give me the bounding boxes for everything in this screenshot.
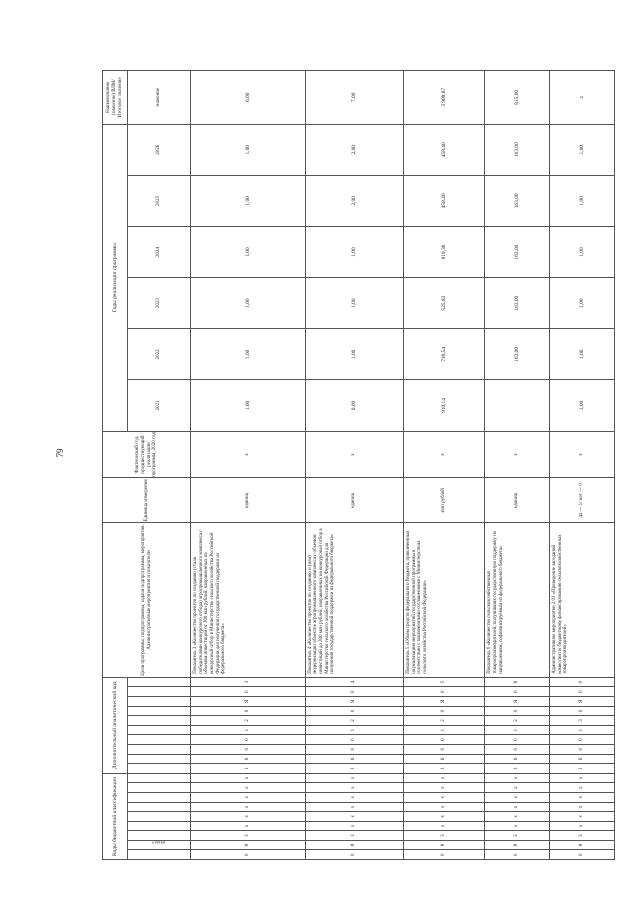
year-header: 2023 (128, 278, 191, 329)
year-value-cell: 1,00 (191, 124, 306, 175)
year-value-cell: 1,00 (550, 380, 615, 431)
budget-code-cell: x (305, 802, 403, 812)
final-value-cell: x (550, 71, 615, 125)
program-code-cell: 6 (191, 754, 306, 764)
indicator-description: Показатель 6 «Количество сельскохозяйственных товаропроизводителей, получивших государственную поддержку по направлениям, софинансируемым из федерального бюджета» (485, 523, 550, 678)
budget-code-cell: x (305, 812, 403, 822)
years-header: Годы реализации программы (103, 124, 128, 431)
unit-cell: единиц (191, 478, 306, 523)
budget-code-cell: 0 (403, 850, 484, 860)
program-code-cell: 0 (550, 677, 615, 687)
program-sub-header (128, 706, 191, 716)
year-value-cell: 1,00 (305, 278, 403, 329)
budget-code-cell: x (485, 821, 550, 831)
indicator-description: Административное мероприятие 2.01 «Проведение заседаний комиссии по бюджетному финансированию сельскохозяйственных товаропроизводителей» (550, 523, 615, 678)
year-header: 2022 (128, 329, 191, 380)
program-sub-header (128, 687, 191, 697)
program-code-cell: Я (485, 697, 550, 707)
budget-sub-header (128, 850, 191, 860)
budget-code-cell: 8 (191, 840, 306, 850)
year-value-cell: 1,00 (305, 226, 403, 277)
year-value-cell: 163,00 (485, 329, 550, 380)
program-code-cell: 1 (305, 764, 403, 774)
budget-code-cell: x (485, 783, 550, 793)
budget-sub-header (128, 783, 191, 793)
program-code-cell: 0 (403, 744, 484, 754)
program-code-cell: 2 (191, 716, 306, 726)
year-value-cell: 1,00 (191, 175, 306, 226)
unit-cell: единиц (485, 478, 550, 523)
year-value-cell: 163,00 (485, 175, 550, 226)
budget-code-cell: x (191, 802, 306, 812)
program-sub-header (128, 716, 191, 726)
budget-sub-header: раздел (128, 840, 191, 850)
indicator-description: Показатель 4 «Количество проектов по созданию и (или) модернизации объектов агропромышленного комплекса с объемом инвестиций до 300 млн рублей, направленных на конкурсный отбор в Министерство сельского хозяйства Российской Федерации для получения государственной поддержки из федерального бюджета» (305, 523, 403, 678)
program-code-cell: 0 (305, 687, 403, 697)
base-year-cell: x (403, 431, 484, 478)
budget-code-cell: 0 (305, 850, 403, 860)
program-code-cell: 0 (305, 735, 403, 745)
budget-code-cell: x (191, 812, 306, 822)
program-code-cell: 3 (550, 716, 615, 726)
program-code-cell: 0 (305, 744, 403, 754)
year-value-cell: 525,83 (403, 278, 484, 329)
year-value-cell: 910,14 (403, 380, 484, 431)
program-code-cell: 6 (485, 677, 550, 687)
base-year-header: Фактический год, предшествующий реализации программы, 2020 год (103, 431, 191, 478)
budget-code-cell: x (305, 821, 403, 831)
year-value-cell: 1,00 (550, 329, 615, 380)
program-code-cell: 0 (191, 744, 306, 754)
budget-code-cell: 3 (550, 831, 615, 841)
program-code-cell: 0 (191, 735, 306, 745)
budget-code-cell: 0 (550, 850, 615, 860)
unit-cell: млн рублей (403, 478, 484, 523)
year-value-cell: 0,00 (305, 380, 403, 431)
year-value-cell: 1,00 (191, 329, 306, 380)
program-code-cell: 1 (403, 725, 484, 735)
program-code-cell: 0 (485, 706, 550, 716)
table-row (403, 71, 484, 860)
year-value-cell: 163,00 (485, 124, 550, 175)
final-value-cell: 3 908,87 (403, 71, 484, 125)
program-code-cell: 2 (485, 716, 550, 726)
budget-code-cell: x (403, 792, 484, 802)
budget-code-cell: x (485, 792, 550, 802)
budget-code-cell: x (305, 792, 403, 802)
budget-code-cell: x (191, 792, 306, 802)
program-code-cell: 1 (550, 725, 615, 735)
program-sub-header (128, 735, 191, 745)
budget-code-cell: x (550, 821, 615, 831)
year-header: 2021 (128, 380, 191, 431)
budget-code-cell: x (485, 773, 550, 783)
budget-code-cell: x (550, 802, 615, 812)
year-value-cell: 1,00 (550, 278, 615, 329)
base-year-cell: x (550, 431, 615, 478)
budget-code-cell: 0 (485, 850, 550, 860)
year-value-cell: 1,00 (191, 380, 306, 431)
program-code-cell: 0 (550, 687, 615, 697)
year-value-cell: 2,00 (305, 124, 403, 175)
year-value-cell: 1,00 (550, 175, 615, 226)
budget-code-cell: 8 (305, 840, 403, 850)
program-code-cell: 5 (403, 677, 484, 687)
program-code-cell: 6 (550, 754, 615, 764)
year-value-cell: 1,00 (305, 329, 403, 380)
program-code-cell: 0 (485, 687, 550, 697)
budget-code-cell: 3 (191, 831, 306, 841)
program-sub-header (128, 754, 191, 764)
indicator-description: Показатель 5 «Объем средств федерального бюджета, привлеченных на реализацию мероприятий государственной программы в соответствии с заключенными соглашениями с Министерством сельского хозяйства Российской Федерации» (403, 523, 484, 678)
program-code-cell: 0 (403, 706, 484, 716)
indicator-description: Показатель 3 «Количество проектов по созданию (стали победителями конкурсного отбора) агропромышленного комплекса с объемом инвестиций от 300 млн рублей, направленных на конкурсный отбор в Министерство сельского хозяйства Российской Федерации для получения государственной поддержки из федерального бюджета» (191, 523, 306, 678)
budget-code-cell: x (485, 802, 550, 812)
budget-code-cell: x (403, 773, 484, 783)
program-sub-header (128, 725, 191, 735)
program-codes-header: Дополнительный аналитический код (103, 677, 128, 773)
budget-sub-header (128, 792, 191, 802)
program-code-cell: Я (191, 697, 306, 707)
budget-code-cell: x (403, 812, 484, 822)
year-value-cell: 1,00 (550, 124, 615, 175)
budget-code-cell: 3 (485, 831, 550, 841)
budget-code-cell: x (550, 783, 615, 793)
program-code-cell: 3 (191, 677, 306, 687)
budget-code-cell: x (191, 783, 306, 793)
budget-code-cell: x (191, 821, 306, 831)
final-value-cell: 815,00 (485, 71, 550, 125)
program-code-cell: 2 (305, 716, 403, 726)
program-code-cell: 0 (191, 706, 306, 716)
budget-code-cell: 3 (403, 831, 484, 841)
budget-sub-header (128, 802, 191, 812)
program-code-cell: 1 (550, 764, 615, 774)
year-value-cell: 1,00 (550, 226, 615, 277)
program-code-cell: 1 (403, 764, 484, 774)
final-header: Наименование (значение) ВЛМ/Итоговое значение (103, 71, 128, 125)
base-year-cell: x (191, 431, 306, 478)
base-year-cell: x (305, 431, 403, 478)
program-code-cell: Я (305, 697, 403, 707)
budget-code-cell: x (403, 821, 484, 831)
year-value-cell: 1,00 (191, 226, 306, 277)
program-code-cell: 1 (191, 725, 306, 735)
final-sub-header: значение (128, 71, 191, 125)
program-code-cell: 1 (191, 764, 306, 774)
program-code-cell: 0 (550, 744, 615, 754)
unit-cell: да — 1/ нет — 0 (550, 478, 615, 523)
budget-sub-header (128, 812, 191, 822)
final-value-cell: 6,00 (191, 71, 306, 125)
budget-code-cell: x (550, 792, 615, 802)
program-sub-header (128, 744, 191, 754)
program-code-cell: 0 (550, 735, 615, 745)
program-code-cell: 6 (305, 754, 403, 764)
program-sub-header (128, 697, 191, 707)
program-sub-header (128, 677, 191, 687)
base-year-cell: x (485, 431, 550, 478)
budget-code-cell: x (550, 812, 615, 822)
program-code-cell: 0 (403, 735, 484, 745)
budget-code-cell: 8 (550, 840, 615, 850)
program-code-cell: 1 (485, 725, 550, 735)
budget-code-cell: 8 (403, 840, 484, 850)
goal-header: Цели программы, подпрограммы, задачи подпрограммы, мероприятия. Административные мероприятия и показатели (103, 523, 191, 678)
program-code-cell: 1 (305, 725, 403, 735)
program-code-cell: 0 (485, 744, 550, 754)
year-value-cell (485, 380, 550, 431)
budget-sub-header (128, 821, 191, 831)
budget-sub-header (128, 831, 191, 841)
year-value-cell: 163,00 (485, 226, 550, 277)
table-row (550, 71, 615, 860)
budget-code-cell: x (550, 773, 615, 783)
year-value-cell: 458,40 (403, 175, 484, 226)
budget-sub-header (128, 773, 191, 783)
year-value-cell: 819,36 (403, 226, 484, 277)
program-code-cell: 0 (485, 735, 550, 745)
program-indicators-table (102, 70, 615, 860)
budget-codes-header: Коды бюджетной классификации (103, 773, 128, 859)
table-row (305, 71, 403, 860)
budget-code-cell: x (191, 773, 306, 783)
unit-cell: единиц (305, 478, 403, 523)
year-value-cell: 163,00 (485, 278, 550, 329)
program-code-cell: 0 (550, 706, 615, 716)
budget-code-cell: 3 (305, 831, 403, 841)
budget-code-cell: x (305, 783, 403, 793)
table-row (485, 71, 550, 860)
program-code-cell: Я (403, 697, 484, 707)
final-value-cell: 7,00 (305, 71, 403, 125)
page-number: 79 (55, 448, 65, 458)
program-code-cell: 0 (305, 706, 403, 716)
program-code-cell: 0 (191, 687, 306, 697)
year-header: 2026 (128, 124, 191, 175)
budget-code-cell: 8 (485, 840, 550, 850)
table-row (191, 71, 306, 860)
program-code-cell: Я (550, 697, 615, 707)
budget-code-cell: x (305, 773, 403, 783)
year-value-cell: 736,54 (403, 329, 484, 380)
year-header: 2025 (128, 175, 191, 226)
unit-header: Единица измерения (103, 478, 191, 523)
program-sub-header (128, 764, 191, 774)
program-code-cell: 0 (403, 687, 484, 697)
program-code-cell: 6 (485, 754, 550, 764)
year-value-cell: 2,00 (305, 175, 403, 226)
budget-code-cell: x (485, 812, 550, 822)
budget-code-cell: x (403, 802, 484, 812)
year-value-cell: 458,40 (403, 124, 484, 175)
budget-code-cell: 0 (191, 850, 306, 860)
program-code-cell: 4 (305, 677, 403, 687)
year-header: 2024 (128, 226, 191, 277)
program-code-cell: 1 (485, 764, 550, 774)
budget-code-cell: x (403, 783, 484, 793)
program-code-cell: 2 (403, 716, 484, 726)
year-value-cell: 1,00 (191, 278, 306, 329)
program-code-cell: 6 (403, 754, 484, 764)
rotated-table-container (102, 70, 615, 860)
